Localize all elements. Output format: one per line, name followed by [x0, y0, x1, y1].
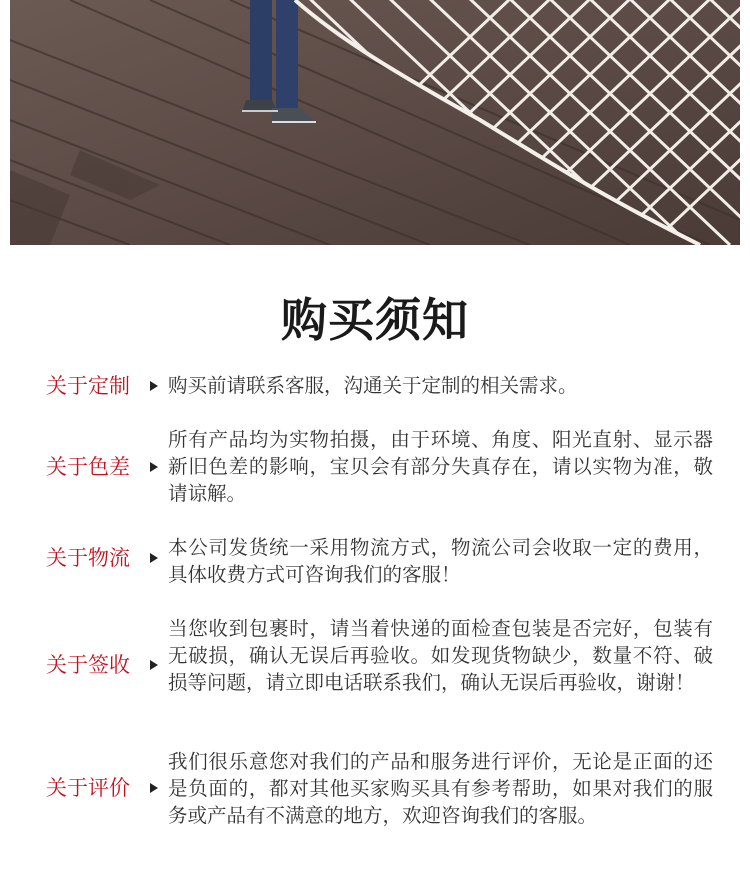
notice-text: 购买前请联系客服，沟通关于定制的相关需求。 [168, 374, 578, 397]
page-title: 购买须知 [281, 293, 469, 347]
triangle-right-icon [150, 553, 158, 563]
notice-text: 我们很乐意您对我们的产品和服务进行评价，无论是正面的还是负面的，都对其他买家购买具有参考帮助，如果对我们的服务或产品有不满意的地方，欢迎咨询我们的客服。 [168, 750, 713, 827]
notice-label: 关于定制 [46, 374, 130, 398]
notice-label: 关于签收 [46, 653, 130, 677]
notice-text: 本公司发货统一采用物流方式，物流公司会收取一定的费用，具体收费方式可咨询我们的客服！ [168, 536, 713, 586]
notice-label: 关于评价 [46, 776, 130, 800]
notice-text: 当您收到包裹时，请当着快递的面检查包装是否完好，包装有无破损，确认无误后再验收。如发现货物缺少，数量不符、破损等问题，请立即电话联系我们，确认无误后再验收，谢谢！ [168, 617, 713, 694]
notice-label: 关于物流 [46, 546, 130, 570]
triangle-right-icon [150, 462, 158, 472]
triangle-right-icon [150, 783, 158, 793]
triangle-right-icon [150, 381, 158, 391]
notice-text: 所有产品均为实物拍摄，由于环境、角度、阳光直射、显示器新旧色差的影响，宝贝会有部分失真存在，请以实物为准，敬请谅解。 [168, 428, 713, 505]
notice-label: 关于色差 [46, 455, 130, 479]
triangle-right-icon [150, 660, 158, 670]
